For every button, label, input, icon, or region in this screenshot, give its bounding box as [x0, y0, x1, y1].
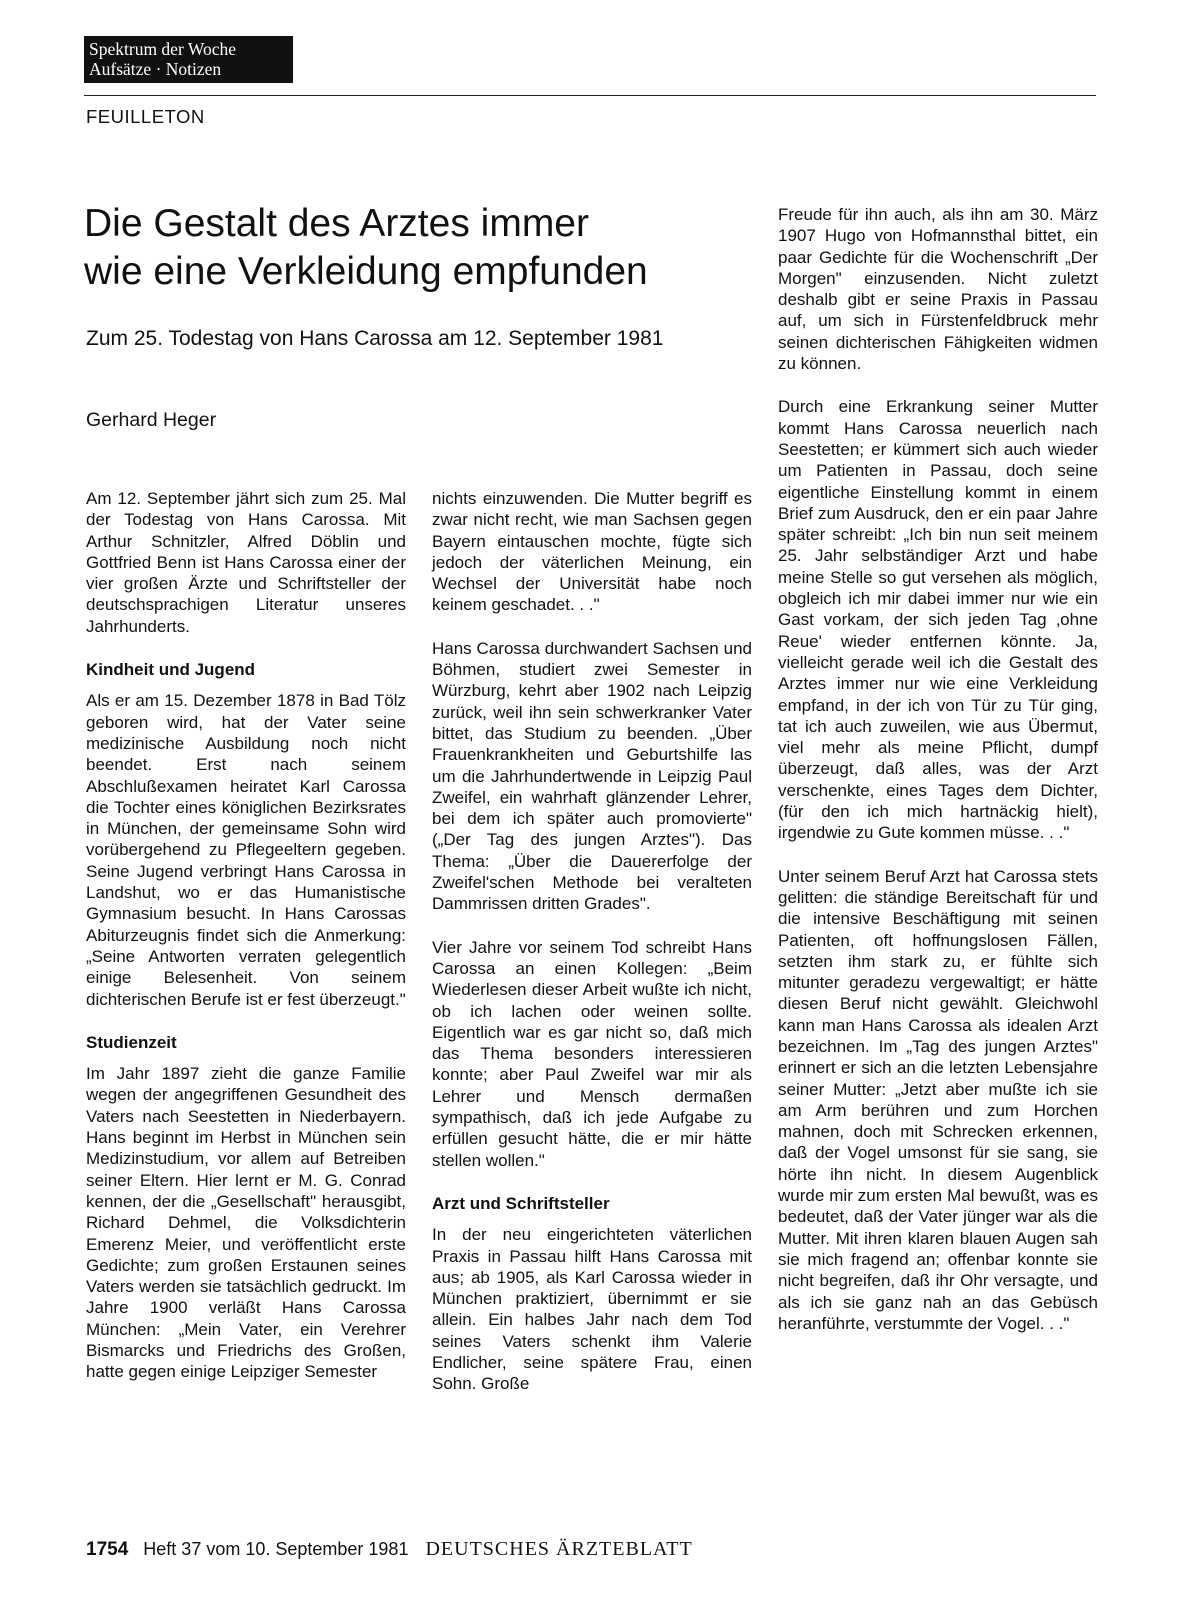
section-label: FEUILLETON	[86, 106, 205, 127]
paragraph-studienzeit: Im Jahr 1897 zieht die ganze Familie wegen der angegriffenen Gesundheit des Vaters nach Seestetten in Niederbayern. Hans beginnt im Herbst in München sein Medizinstudium, vor allem auf Betreiben seiner Eltern. Hier lernt er M. G. Conrad kennen, der die „Gesellschaft" herausgibt, Richard Dehmel, die Volksdichterin Emerenz Meier, und veröffentlicht erste Gedichte; zum großen Erstaunen seines Vaters werden sie tatsächlich gedruckt. Im Jahre 1900 verläßt Hans Carossa München: „Mein Vater, ein Verehrer Bismarcks und Friedrichs des Großen, hatte gegen einige Leipziger Semester	[86, 1064, 406, 1382]
header-line-2: Aufsätze · Notizen	[89, 59, 222, 79]
column-2	[432, 488, 752, 1395]
column-1	[86, 488, 406, 1383]
paragraph-kollegen: Vier Jahre vor seinem Tod schreibt Hans Carossa an einen Kollegen: „Beim Wiederlesen dieser Arbeit wußte ich nicht, ob ich lachen oder weinen sollte. Eigentlich war es gar nicht so, daß mich das Thema besonders interessieren konnte; aber Paul Zweifel war mir als Lehrer und Mensch dermaßen sympathisch, daß ich jede Aufgabe zu erfüllen gesucht hätte, die er mir hätte stellen wollen."	[432, 937, 752, 1170]
paragraph-passau: In der neu eingerichteten väterlichen Praxis in Passau hilft Hans Carossa mit aus; ab 1905, als Karl Carossa wieder in München praktiziert, übernimmt er sie allein. Ein halbes Jahr nach dem Tod seines Vaters schenkt ihm Valerie Endlicher, seine spätere Frau, einen Sohn. Große	[432, 1225, 752, 1394]
publication-masthead: DEUTSCHES ÄRZTEBLATT	[425, 1538, 693, 1560]
paragraph-kindheit: Als er am 15. Dezember 1878 in Bad Tölz geboren wird, hat der Vater seine medizinische Ausbildung noch nicht beendet. Erst nach seinem Abschlußexamen heiratet Karl Carossa die Tochter eines königlichen Bezirksrates in München, der gemeinsame Sohn wird vorübergehend zu Pflegeeltern gegeben. Seine Jugend verbringt Hans Carossa in Landshut, wo er das Humanistische Gymnasium besucht. In Hans Carossas Abiturzeugnis findet sich die Anmerkung: „Seine Antworten verraten gelegentlich einige Belesenheit. Von seinem dichterischen Berufe ist er fest überzeugt."	[86, 691, 406, 1009]
paragraph-beruf: Unter seinem Beruf Arzt hat Carossa stets gelitten: die ständige Bereitschaft für und die intensive Beschäftigung mit seinen Patienten, oft hoffnungslosen Fällen, setzten ihm stark zu, er fühlte sich mitunter geradezu vergewaltigt; er hätte diesen Beruf nicht gewählt. Gleichwohl kann man Hans Carossa als idealen Arzt bezeichnen. Im „Tag des jungen Arztes" erinnert er sich an die letzten Lebensjahre seiner Mutter: „Jetzt aber mußte ich sie am Arm berühren und zum Horchen mahnen, doch mit Schrecken erkennen, daß der Vogel umsonst für sie sang, sie hörte ihn nicht. In diesem Augenblick wurde mir zum ersten Mal bewußt, was es bedeutet, daß der Vater jünger war als die Mutter. Mit ihren klaren blauen Augen sah sie mich fragend an; offenbar konnte sie nicht begreifen, daß ihr Ohr versagte, und als ich sie ganz nah an das Gebüsch heranführte, verstummte der Vogel. . ."	[778, 866, 1098, 1333]
article-subtitle: Zum 25. Todestag von Hans Carossa am 12. September 1981	[86, 327, 664, 350]
section-header-box	[84, 36, 293, 83]
heading-arzt-schriftsteller: Arzt und Schriftsteller	[432, 1193, 610, 1213]
page-footer	[86, 1538, 693, 1561]
paragraph-intro: Am 12. September jährt sich zum 25. Mal der Todestag von Hans Carossa. Mit Arthur Schnitzler, Alfred Döblin und Gottfried Benn ist Hans Carossa einer der vier großen Ärzte und Schriftsteller der deutschsprachigen Literatur unseres Jahrhunderts.	[86, 489, 406, 636]
paragraph-hofmannsthal: Freude für ihn auch, als ihn am 30. März 1907 Hugo von Hofmannsthal bittet, ein paar Gedichte für die Wochenschrift „Der Morgen" einzusenden. Nicht zuletzt deshalb gibt er seine Praxis in Passau auf, um sich in Fürstenfeldbruck mehr seinen dichterischen Fähigkeiten widmen zu können.	[778, 205, 1098, 374]
column-3	[778, 204, 1098, 1334]
paragraph-erkrankung: Durch eine Erkrankung seiner Mutter kommt Hans Carossa neuerlich nach Seestetten; er kümmert sich auch wieder um Patienten in Passau, doch seine eigentliche Einstellung kommt in einem Brief zum Ausdruck, den er ein paar Jahre später schreibt: „Ich bin nun seit meinem 25. Jahr selbständiger Arzt und habe meine Stelle so gut versehen als möglich, obgleich ich mir dabei immer nur wie ein Gast vorkam, der sich jeden Tag ‚ohne Reue' wieder entfernen könnte. Ja, vielleicht gerade weil ich die Gestalt des Arztes immer nur wie eine Verkleidung empfand, in der ich von Tür zu Tür ging, tat ich auch zuweilen, wie aus Übermut, viel mehr als meine Pflicht, dumpf überzeugt, daß alles, was der Arzt verschenkte, eines Tages dem Dichter, (für den ich mich hartnäckig hielt), irgendwie zu Gute kommen müsse. . ."	[778, 397, 1098, 843]
title-line-2: wie eine Verkleidung empfunden	[84, 250, 648, 293]
header-rule	[84, 95, 1096, 96]
issue-info: Heft 37 vom 10. September 1981	[143, 1539, 409, 1559]
title-line-1: Die Gestalt des Arztes immer	[84, 202, 589, 245]
page-number: 1754	[86, 1539, 129, 1560]
heading-kindheit: Kindheit und Jugend	[86, 660, 256, 680]
paragraph-sachsen: Hans Carossa durchwandert Sachsen und Böhmen, studiert zwei Semester in Würzburg, kehrt aber 1902 nach Leipzig zurück, weil ihn sein schwerkranker Vater bittet, das Studium zu beenden. „Über Frauenkrankheiten und Geburtshilfe las um die Jahrhundertwende in Leipzig Paul Zweifel, ein wahrhaft glänzender Lehrer, bei dem ich später auch promovierte" („Der Tag des jungen Arztes"). Das Thema: „Über die Dauererfolge der Zweifel'schen Methode bei veralteten Dammrissen dritten Grades".	[432, 638, 752, 914]
heading-studienzeit: Studienzeit	[86, 1032, 177, 1052]
header-line-1: Spektrum der Woche	[89, 39, 236, 59]
article-title	[84, 200, 734, 296]
article-author: Gerhard Heger	[86, 409, 217, 431]
paragraph-mutter: nichts einzuwenden. Die Mutter begriff es zwar nicht recht, wie man Sachsen gegen Bayern eintauschen mochte, fügte sich jedoch der väterlichen Meinung, ein Wechsel der Universität habe noch keinem geschadet. . ."	[432, 489, 752, 615]
